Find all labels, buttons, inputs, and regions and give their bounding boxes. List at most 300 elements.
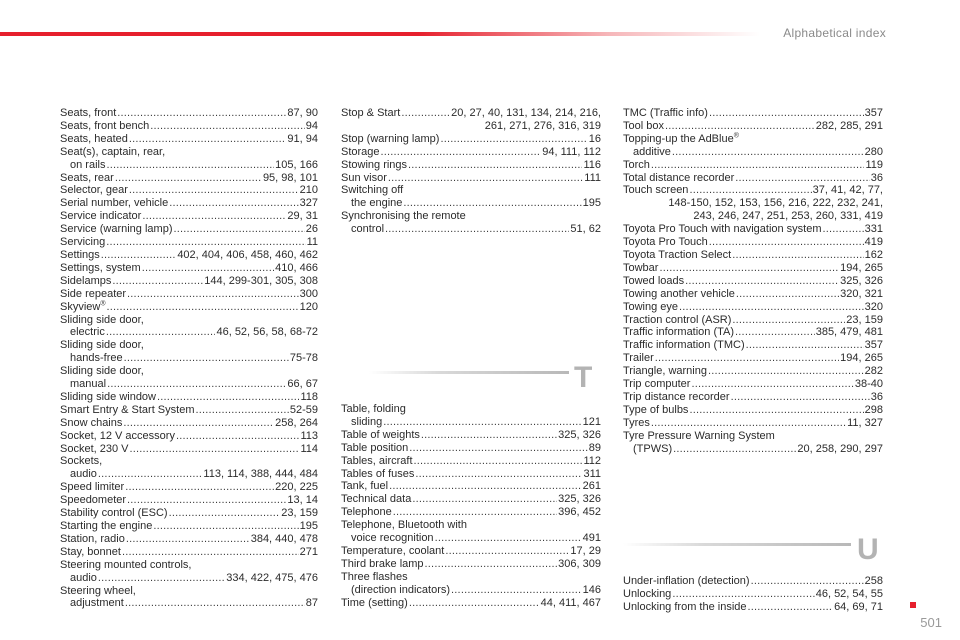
- entry-label: [60, 481, 124, 494]
- entry-label-text: Stability control (ESC): [60, 507, 168, 520]
- entry-label: [623, 120, 664, 133]
- entry-pages: 17, 29: [570, 544, 601, 557]
- entry-label: [60, 404, 194, 417]
- index-column-3-u: [623, 575, 883, 614]
- entry-label-text: Telephone, Bluetooth with: [341, 519, 467, 532]
- entry-label-text: Switching off: [341, 184, 404, 197]
- entry-label: [60, 365, 144, 378]
- dot-leader: [115, 172, 262, 185]
- entry-label-text: Technical data: [341, 493, 412, 506]
- entry-label: [623, 133, 739, 146]
- entry-label: [60, 417, 122, 430]
- entry-label: [70, 159, 105, 172]
- entry-label: [341, 597, 408, 610]
- dot-leader: [173, 223, 304, 236]
- dot-leader: [106, 236, 305, 249]
- dot-leader: [142, 262, 274, 275]
- index-entry: [60, 585, 318, 598]
- dot-leader: [157, 391, 299, 404]
- entry-pages: 121: [582, 415, 601, 428]
- entry-pages: 11, 327: [847, 416, 883, 429]
- entry-pages: 26: [305, 223, 318, 236]
- index-entry: [341, 468, 601, 481]
- entry-label: [60, 184, 128, 197]
- dot-leader: [651, 417, 846, 430]
- entry-pages: 20, 27, 40, 131, 134, 214, 216,: [451, 107, 601, 119]
- entry-label-text: Sliding side window: [60, 390, 156, 403]
- dot-leader: [414, 455, 583, 468]
- entry-label-text: Speed limiter: [60, 481, 125, 494]
- entry-label-text: Tank, fuel: [341, 480, 389, 493]
- entry-label: [623, 575, 750, 588]
- entry-label-text: Stop & Start: [341, 107, 401, 119]
- index-entry: [60, 455, 318, 468]
- entry-pages: 114: [300, 442, 318, 455]
- entry-label: [60, 210, 141, 223]
- dot-leader: [106, 326, 216, 339]
- dot-leader: [708, 365, 864, 378]
- entry-label: [60, 430, 175, 443]
- dot-leader: [409, 597, 540, 610]
- entry-label: [60, 107, 116, 120]
- entry-label-text: Sockets,: [60, 455, 103, 468]
- entry-label: [60, 585, 136, 598]
- index-subentry: [60, 352, 318, 365]
- entry-label: [623, 288, 735, 301]
- index-entry: [60, 301, 318, 314]
- entry-label-text: Steering wheel,: [60, 584, 136, 597]
- dot-leader: [691, 378, 853, 391]
- entry-label-text: Traffic information (TA): [623, 326, 735, 339]
- entry-pages: 66, 67: [287, 378, 318, 391]
- entry-pages: 94: [305, 119, 318, 132]
- page-number: 501: [920, 615, 942, 630]
- entry-label: [70, 468, 97, 481]
- dot-leader: [106, 159, 274, 172]
- entry-label: [341, 558, 424, 571]
- dot-leader: [383, 416, 581, 429]
- entry-pages: 38-40: [854, 378, 883, 391]
- entry-label-text: Unlocking from the inside: [623, 600, 747, 613]
- entry-label-text: Seats, front bench: [60, 119, 150, 132]
- index-entry: [623, 159, 883, 172]
- entry-label-text: Seats, heated: [60, 132, 128, 145]
- entry-label: [351, 197, 402, 210]
- entry-label-text: hands-free: [70, 352, 123, 365]
- entry-label-text: Table, folding: [341, 403, 406, 415]
- entry-label: [623, 262, 658, 275]
- entry-pages: 491: [582, 532, 601, 545]
- entry-label-text: Triangle, warning: [623, 365, 707, 378]
- entry-label: [70, 572, 97, 585]
- entry-pages: 113, 114, 388, 444, 484: [203, 468, 318, 481]
- entry-pages: 419: [864, 236, 883, 249]
- entry-pages: 384, 440, 478: [250, 532, 318, 545]
- entry-label-text: Skyview: [60, 300, 101, 313]
- entry-pages: 120: [299, 300, 318, 313]
- dot-leader: [381, 146, 542, 159]
- entry-label-text: Service (warning lamp): [60, 223, 173, 236]
- index-subentry: [623, 443, 883, 456]
- entry-label: [623, 236, 708, 249]
- index-entry: [623, 378, 883, 391]
- entry-label: [351, 584, 450, 597]
- index-entry: [341, 442, 601, 455]
- entry-pages: 87: [305, 597, 318, 610]
- dot-leader: [672, 146, 864, 159]
- entry-pages: 220, 225: [275, 481, 318, 494]
- entry-pages: 51, 62: [570, 223, 601, 236]
- index-entry: [60, 223, 318, 236]
- entry-label: [60, 339, 144, 352]
- entry-pages: 94, 111, 112: [542, 145, 601, 158]
- header-accent-bar: [0, 32, 760, 36]
- section-t-divider: [369, 371, 569, 374]
- entry-label-text: Trip distance recorder: [623, 390, 730, 403]
- entry-pages: 13, 14: [287, 494, 318, 507]
- entry-label-text: Towing eye: [623, 300, 679, 313]
- index-column-2: [341, 107, 601, 236]
- entry-pages: 112: [583, 454, 601, 467]
- index-entry: [60, 133, 318, 146]
- entry-pages: 36: [870, 390, 883, 403]
- dot-leader: [689, 184, 811, 197]
- dot-leader: [385, 223, 569, 236]
- entry-pages: 261: [582, 480, 601, 493]
- entry-label: [623, 417, 650, 430]
- entry-pages: 52-59: [289, 403, 318, 416]
- index-entry: [60, 184, 318, 197]
- index-entry: [60, 533, 318, 546]
- index-entry: [60, 404, 318, 417]
- section-letter-u: U: [857, 533, 879, 566]
- index-entry: [623, 404, 883, 417]
- entry-label-text: Third brake lamp: [341, 557, 424, 570]
- entry-label-text: Type of bulbs: [623, 403, 689, 416]
- entry-label-text: Socket, 230 V: [60, 442, 129, 455]
- index-subentry: [341, 416, 601, 429]
- index-entry: [60, 430, 318, 443]
- dot-leader: [153, 520, 298, 533]
- entry-pages: 162: [864, 248, 883, 261]
- entry-pages: 23, 159: [281, 507, 318, 520]
- entry-label-text: TMC (Traffic info): [623, 107, 708, 119]
- entry-pages: 195: [582, 197, 601, 210]
- entry-pages: 282: [864, 365, 883, 378]
- index-entry: [60, 120, 318, 133]
- entry-label: [60, 172, 114, 185]
- entry-label-text: Torch: [623, 158, 650, 171]
- index-entry: [60, 236, 318, 249]
- entry-label: [623, 352, 654, 365]
- index-entry: [341, 184, 601, 197]
- entry-label-text: Stay, bonnet: [60, 545, 121, 558]
- entry-label: [623, 588, 671, 601]
- entry-pages: 410, 466: [275, 261, 318, 274]
- index-entry: [341, 506, 601, 519]
- entry-label-text: Time (setting): [341, 596, 408, 609]
- index-entry: [60, 339, 318, 352]
- entry-label: [623, 391, 730, 404]
- entry-label: [623, 159, 650, 172]
- index-entry: [60, 494, 318, 507]
- entry-label: [341, 146, 380, 159]
- entry-label: [341, 429, 420, 442]
- dot-leader: [142, 210, 286, 223]
- index-entry: [60, 146, 318, 159]
- index-entry: [623, 365, 883, 378]
- index-entry: [623, 249, 883, 262]
- entry-label: [60, 494, 126, 507]
- entry-pages: 118: [300, 390, 318, 403]
- index-entry: [341, 107, 601, 120]
- entry-label-text: Serial number, vehicle: [60, 197, 169, 210]
- index-subentry: [60, 468, 318, 481]
- dot-leader: [401, 107, 450, 120]
- dot-leader: [445, 545, 569, 558]
- index-subentry: [60, 378, 318, 391]
- entry-label: [623, 601, 747, 614]
- index-entry: [60, 559, 318, 572]
- index-entry: [623, 575, 883, 588]
- entry-pages: 64, 69, 71: [834, 600, 883, 613]
- entry-label-text: Traffic information (TMC): [623, 339, 745, 352]
- index-entry: [341, 558, 601, 571]
- entry-label-text: Trip computer: [623, 378, 691, 391]
- entry-pages: 116: [583, 158, 601, 171]
- entry-pages: 298: [864, 403, 883, 416]
- index-entry: [60, 275, 318, 288]
- index-entry: [341, 210, 601, 223]
- entry-label: [60, 507, 168, 520]
- entry-pages: 327: [299, 197, 318, 210]
- index-entry: [623, 236, 883, 249]
- entry-label: [623, 275, 684, 288]
- entry-pages: 89: [588, 441, 601, 454]
- entry-label-text: Service indicator: [60, 210, 142, 223]
- dot-leader: [421, 429, 557, 442]
- entry-label: [341, 159, 407, 172]
- entry-label-text: Towed loads: [623, 274, 685, 287]
- entry-label-text: Topping-up the AdBlue: [623, 132, 734, 145]
- index-entry: [341, 545, 601, 558]
- index-entry: [60, 443, 318, 456]
- entry-label-text: Towing another vehicle: [623, 287, 735, 300]
- entry-label-text: the engine: [351, 197, 403, 210]
- index-entry: [60, 262, 318, 275]
- entry-label-text: audio: [70, 571, 97, 584]
- entry-pages: 306, 309: [558, 557, 601, 570]
- index-entry: [623, 301, 883, 314]
- index-column-1: [60, 107, 318, 610]
- entry-pages: 105, 166: [275, 158, 318, 171]
- index-subentry: [60, 326, 318, 339]
- entry-label: [60, 288, 126, 301]
- index-column-2-t: [341, 403, 601, 610]
- entry-label-text: Station, radio: [60, 532, 125, 545]
- entry-label-text: Telephone: [341, 506, 392, 519]
- index-entry: [623, 275, 883, 288]
- entry-label-text: adjustment: [70, 597, 124, 610]
- dot-leader: [124, 352, 289, 365]
- dot-leader: [685, 275, 839, 288]
- entry-pages: 16: [588, 132, 601, 145]
- entry-pages: 146: [582, 583, 601, 596]
- index-entry: [60, 314, 318, 327]
- entry-label: [341, 506, 392, 519]
- entry-label: [60, 314, 144, 327]
- entry-label: [623, 223, 822, 236]
- dot-leader: [195, 404, 288, 417]
- entry-label-text: Sun visor: [341, 171, 387, 184]
- entry-label: [60, 236, 105, 249]
- entry-label-text: Steering mounted controls,: [60, 558, 192, 571]
- entry-label: [623, 378, 690, 391]
- entry-pages: 144, 299-301, 305, 308: [204, 274, 318, 287]
- dot-leader: [425, 558, 558, 571]
- entry-pages: 258, 264: [275, 416, 318, 429]
- index-entry: [623, 107, 883, 120]
- entry-label: [341, 468, 414, 481]
- dot-leader: [150, 120, 304, 133]
- entry-pages: 357: [864, 339, 883, 352]
- entry-label: [60, 133, 128, 146]
- dot-leader: [127, 288, 299, 301]
- dot-leader: [732, 249, 863, 262]
- entry-pages: 29, 31: [287, 210, 318, 223]
- dot-leader: [169, 197, 298, 210]
- dot-leader: [389, 480, 582, 493]
- index-entry: [623, 588, 883, 601]
- entry-label: [70, 326, 105, 339]
- entry-label: [623, 107, 708, 120]
- index-entry: [623, 223, 883, 236]
- index-entry: [623, 172, 883, 185]
- index-subentry: [60, 572, 318, 585]
- index-entry: [623, 184, 883, 197]
- dot-leader: [709, 236, 864, 249]
- entry-label: [623, 314, 731, 327]
- entry-label-text: Toyota Traction Select: [623, 248, 732, 261]
- entry-label-text: Snow chains: [60, 416, 123, 429]
- entry-label-text: Selector, gear: [60, 184, 128, 197]
- entry-label-text: Unlocking: [623, 587, 672, 600]
- entry-label-text: control: [351, 223, 385, 236]
- dot-leader: [126, 533, 250, 546]
- entry-label-text: Three flashes: [341, 570, 408, 583]
- index-entry: [623, 326, 883, 339]
- entry-label: [60, 120, 149, 133]
- dot-leader: [665, 120, 815, 133]
- entry-label: [623, 430, 775, 443]
- dot-leader: [169, 507, 281, 520]
- dot-leader: [412, 493, 557, 506]
- entry-pages: 20, 258, 290, 297: [797, 442, 883, 455]
- entry-label: [623, 365, 707, 378]
- entry-pages: 300: [299, 287, 318, 300]
- entry-label-text: Starting the engine: [60, 520, 153, 532]
- entry-label-text: Stowing rings: [341, 158, 408, 171]
- index-entry: [60, 520, 318, 533]
- index-entry: [623, 417, 883, 430]
- entry-pages: 37, 41, 42, 77,: [812, 184, 883, 197]
- entry-pages: 325, 326: [840, 274, 883, 287]
- entry-label-text: Seats, rear: [60, 171, 114, 184]
- entry-label: [60, 455, 102, 468]
- entry-label: [623, 249, 731, 262]
- dot-leader: [130, 443, 300, 456]
- entry-label-text: Sliding side door,: [60, 339, 144, 352]
- registered-mark: ®: [100, 299, 106, 307]
- entry-pages: 46, 52, 54, 55: [815, 587, 883, 600]
- index-subentry: [341, 584, 601, 597]
- index-entry: [60, 391, 318, 404]
- entry-label: [633, 443, 672, 456]
- index-entry: [623, 339, 883, 352]
- entry-pages: 75-78: [289, 352, 318, 365]
- dot-leader: [408, 159, 582, 172]
- entry-pages: 119: [865, 158, 883, 171]
- entry-label-text: Settings: [60, 248, 100, 261]
- entry-label-text: Tyres: [623, 416, 650, 429]
- index-entry: [623, 314, 883, 327]
- entry-label: [341, 133, 439, 146]
- entry-pages: 195: [299, 520, 318, 532]
- entry-label: [70, 378, 106, 391]
- entry-label: [341, 493, 411, 506]
- entry-label-text: Tables of fuses: [341, 467, 415, 480]
- entry-label-text: Traction control (ASR): [623, 313, 732, 326]
- entry-label: [351, 416, 382, 429]
- index-entry: [341, 172, 601, 185]
- entry-label: [60, 249, 100, 262]
- entry-label-text: manual: [70, 378, 107, 391]
- entry-pages: 95, 98, 101: [262, 171, 318, 184]
- dot-leader: [751, 575, 864, 588]
- entry-label-text: Side repeater: [60, 287, 127, 300]
- entry-pages: 11: [306, 236, 318, 249]
- dot-leader: [98, 468, 202, 481]
- entry-label: [60, 520, 152, 533]
- index-entry: [623, 120, 883, 133]
- entry-pages: 194, 265: [840, 352, 883, 365]
- entry-label-text: Synchronising the remote: [341, 210, 466, 223]
- dot-leader: [122, 546, 299, 559]
- dot-leader: [748, 601, 834, 614]
- index-entry: [341, 571, 601, 584]
- index-subentry: [341, 223, 601, 236]
- entry-label: [351, 532, 434, 545]
- index-entry: [623, 133, 883, 146]
- index-entry: [341, 429, 601, 442]
- index-entry: [341, 133, 601, 146]
- entry-label-text: voice recognition: [351, 532, 434, 545]
- dot-leader: [409, 442, 587, 455]
- entry-label: [60, 546, 121, 559]
- entry-label: [60, 443, 129, 456]
- dot-leader: [98, 572, 225, 585]
- entry-pages: 311: [583, 467, 601, 480]
- dot-leader: [672, 588, 814, 601]
- entry-label-text: Total distance recorder: [623, 171, 735, 184]
- entry-label-text: Toyota Pro Touch: [623, 236, 708, 249]
- entry-label-text: Settings, system: [60, 261, 141, 274]
- entry-pages: 357: [864, 107, 883, 119]
- index-entry: [623, 430, 883, 443]
- entry-label-text: Stop (warning lamp): [341, 132, 440, 145]
- dot-leader: [689, 404, 863, 417]
- entry-label-text: Storage: [341, 145, 380, 158]
